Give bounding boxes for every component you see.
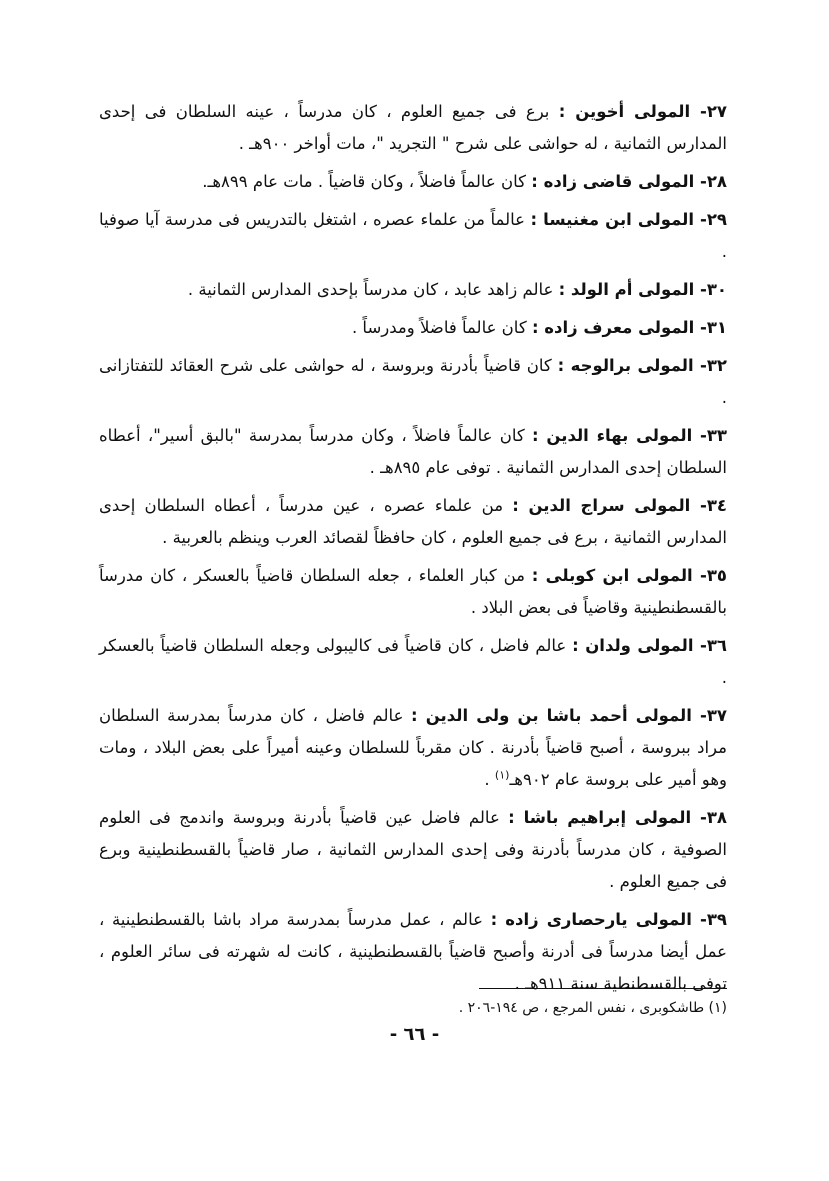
entry-36 <box>99 630 727 694</box>
entry-name: ٣٩- المولى يارحصارى زاده : <box>490 910 727 929</box>
entry-name: ٣٦- المولى ولدان : <box>572 636 727 655</box>
entry-name: ٣٤- المولى سراج الدين : <box>512 496 727 515</box>
entry-31 <box>99 312 727 344</box>
entry-text: عالم فاضل ، كان مدرساً بمدرسة السلطان مراد ببروسة ، أصبح قاضياً بأدرنة . كان مقرباً للسلطان وعينه أميراً على بعض البلاد ، ومات وهو أمير على بروسة عام ٩٠٢هـ <box>99 706 727 789</box>
entry-34 <box>99 490 727 554</box>
entry-39 <box>99 904 727 1000</box>
entry-33 <box>99 420 727 484</box>
entry-27 <box>99 96 727 160</box>
entry-37 <box>99 700 727 796</box>
entry-30 <box>99 274 727 306</box>
entry-text: عالم فاضل ، كان قاضياً فى كاليبولى وجعله السلطان قاضياً بالعسكر . <box>99 636 727 687</box>
entry-name: ٢٩- المولى ابن مغنيسا : <box>530 210 727 229</box>
entry-name: ٣٣- المولى بهاء الدين : <box>532 426 728 445</box>
footnote: (١) طاشكوبرى ، نفس المرجع ، ص ١٩٤-٢٠٦ . <box>458 1000 727 1016</box>
entry-name: ٣٨- المولى إبراهيم باشا : <box>508 808 727 827</box>
entry-text: من علماء عصره ، عين مدرساً ، أعطاه السلطان إحدى المدارس الثمانية ، برع فى جميع العلوم ، كان حافظاً لقصائد العرب وينظم بالعربية . <box>99 496 727 547</box>
entry-name: ٣٧- المولى أحمد باشا بن ولى الدين : <box>411 706 727 725</box>
entry-text: كان عالماً فاضلاً ، وكان مدرساً بمدرسة "بالبق أسير"، أعطاه السلطان إحدى المدارس الثمانية . توفى عام ٨٩٥هـ . <box>99 426 727 477</box>
entry-text: عالماً من علماء عصره ، اشتغل بالتدريس فى مدرسة آيا صوفيا . <box>99 210 727 261</box>
entry-name: ٣٠- المولى أم الولد : <box>558 280 727 299</box>
entry-text: برع فى جميع العلوم ، كان مدرساً ، عينه السلطان فى إحدى المدارس الثمانية ، له حواشى على شرح " التجريد "، مات أواخر ٩٠٠هـ . <box>99 102 727 153</box>
entries-list <box>99 96 727 1006</box>
entry-text: كان عالماً فاضلاً ، وكان قاضياً . مات عام ٨٩٩هـ. <box>202 172 532 191</box>
entry-28 <box>99 166 727 198</box>
entry-text: عالم فاضل عين قاضياً بأدرنة وبروسة واندمج فى العلوم الصوفية ، كان مدرساً بأدرنة وفى إحدى المدارس الثمانية ، صار قاضياً بالقسطنطينية وبرع فى جميع العلوم . <box>99 808 727 891</box>
entry-text: عالم زاهد عابد ، كان مدرساً بإحدى المدارس الثمانية . <box>187 280 559 299</box>
entry-32 <box>99 350 727 414</box>
entry-35 <box>99 560 727 624</box>
entry-text: كان قاضياً بأدرنة وبروسة ، له حواشى على شرح العقائد للتفتازانى . <box>99 356 727 407</box>
entry-text: كان عالماً فاضلاً ومدرساً . <box>351 318 532 337</box>
entry-name: ٣٥- المولى ابن كوبلى : <box>531 566 727 585</box>
entry-name: ٣٢- المولى برالوجه : <box>557 356 727 375</box>
entry-tail: . <box>484 770 495 789</box>
entry-text: عالم ، عمل مدرساً بمدرسة مراد باشا بالقسطنطينية ، عمل أيضا مدرساً فى أدرنة وأصبح قاضياً بالقسطنطينية ، كانت له شهرته فى سائر العلوم ، توفى بالقسطنطية سنة ٩١١هـ . <box>99 910 727 993</box>
entry-name: ٣١- المولى معرف زاده : <box>531 318 727 337</box>
entry-text: من كبار العلماء ، جعله السلطان قاضياً بالعسكر ، كان مدرساً بالقسطنطينية وقاضياً فى بعض البلاد . <box>99 566 727 617</box>
footnote-divider <box>479 988 727 989</box>
entry-29 <box>99 204 727 268</box>
page-number: - ٦٦ - <box>389 1024 440 1045</box>
footnote-marker: (١) <box>494 768 510 782</box>
entry-38 <box>99 802 727 898</box>
entry-name: ٢٨- المولى قاضى زاده : <box>531 172 727 191</box>
entry-name: ٢٧- المولى أخوين : <box>558 102 727 121</box>
